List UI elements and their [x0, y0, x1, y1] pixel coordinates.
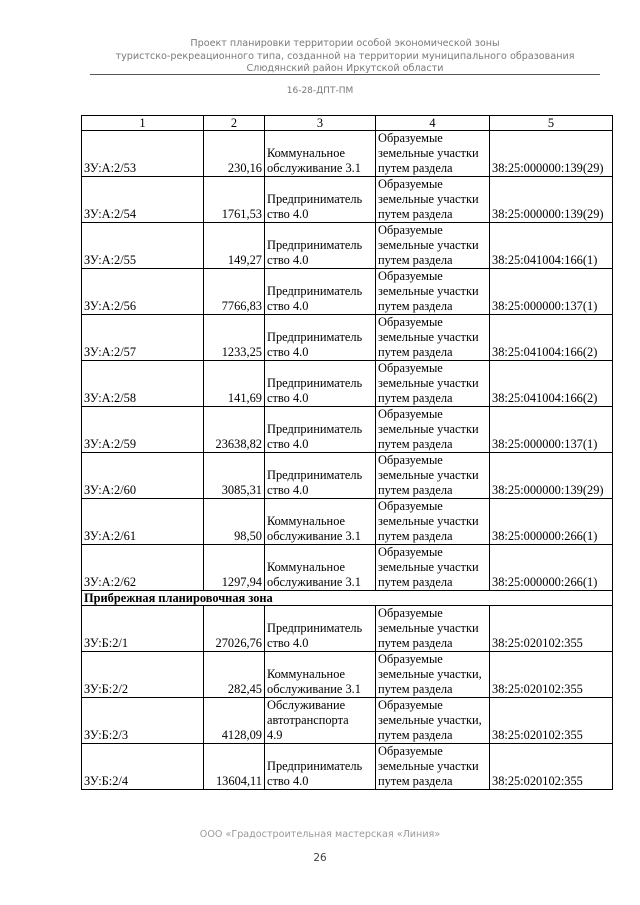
- formation-method-cell-line: путем раздела: [378, 575, 453, 589]
- cadastral-number-cell: 38:25:041004:166(1): [490, 223, 613, 269]
- formation-method-cell-line: земельные участки: [378, 146, 479, 160]
- formation-method-cell-line: Образуемые: [378, 223, 443, 237]
- table-row: [82, 499, 613, 545]
- table-row: [82, 361, 613, 407]
- formation-method-cell-line: земельные участки: [378, 330, 479, 344]
- cadastral-number-cell: 38:25:000000:137(1): [490, 407, 613, 453]
- formation-method-cell-line: путем раздела: [378, 483, 453, 497]
- land-use-cell: [265, 545, 376, 591]
- land-use-cell-line: Коммунальное: [267, 514, 346, 528]
- formation-method-cell: [376, 315, 490, 361]
- formation-method-cell-line: земельные участки: [378, 759, 479, 773]
- area-cell: 141,69: [204, 361, 265, 407]
- table-row: [82, 606, 613, 652]
- header-line-2: туристско-рекреационного типа, созданной на территории муниципального образования: [115, 50, 575, 62]
- land-use-cell-line: Предприниматель: [267, 422, 363, 436]
- running-header: [90, 38, 600, 76]
- cadastral-number-cell: 38:25:020102:355: [490, 744, 613, 790]
- area-cell: 7766,83: [204, 269, 265, 315]
- formation-method-cell-line: путем раздела: [378, 207, 453, 221]
- area-cell: 23638,82: [204, 407, 265, 453]
- area-cell: 1297,94: [204, 545, 265, 591]
- page-number: 26: [313, 852, 327, 864]
- formation-method-cell-line: земельные участки: [378, 422, 479, 436]
- plot-id-cell: ЗУ:А:2/53: [82, 131, 204, 177]
- column-header: 1: [82, 116, 204, 131]
- plot-id-cell: ЗУ:Б:2/4: [82, 744, 204, 790]
- formation-method-cell-line: земельные участки: [378, 468, 479, 482]
- table-row: [82, 698, 613, 744]
- land-use-cell-line: Предприниматель: [267, 759, 363, 773]
- land-use-cell-line: ство 4.0: [267, 253, 309, 267]
- land-use-cell: [265, 131, 376, 177]
- formation-method-cell: [376, 269, 490, 315]
- area-cell: 1233,25: [204, 315, 265, 361]
- formation-method-cell-line: земельные участки: [378, 514, 479, 528]
- formation-method-cell-line: Образуемые: [378, 545, 443, 559]
- header-rule: [90, 74, 600, 75]
- land-use-cell-line: ство 4.0: [267, 437, 309, 451]
- header-line-3: Слюдянский район Иркутской области: [246, 63, 444, 74]
- footer-company: ООО «Градостроительная мастерская «Линия»: [199, 829, 441, 840]
- cadastral-number-cell: 38:25:020102:355: [490, 606, 613, 652]
- plot-id-cell: ЗУ:А:2/58: [82, 361, 204, 407]
- land-use-cell: [265, 269, 376, 315]
- land-use-cell-line: ство 4.0: [267, 774, 309, 788]
- formation-method-cell-line: земельные участки: [378, 284, 479, 298]
- land-use-cell: [265, 223, 376, 269]
- formation-method-cell-line: земельные участки: [378, 238, 479, 252]
- formation-method-cell-line: Образуемые: [378, 269, 443, 283]
- formation-method-cell-line: Образуемые: [378, 361, 443, 375]
- formation-method-cell-line: земельные участки: [378, 621, 479, 635]
- land-use-cell-line: Предприниматель: [267, 330, 363, 344]
- land-use-cell-line: 4.9: [267, 728, 283, 742]
- plot-id-cell: ЗУ:А:2/60: [82, 453, 204, 499]
- land-use-cell-line: Предприниматель: [267, 284, 363, 298]
- table-row: [82, 131, 613, 177]
- formation-method-cell-line: путем раздела: [378, 161, 453, 175]
- land-use-cell-line: ство 4.0: [267, 345, 309, 359]
- land-use-cell: [265, 606, 376, 652]
- formation-method-cell: [376, 223, 490, 269]
- area-cell: 98,50: [204, 499, 265, 545]
- column-number-row: [82, 116, 613, 131]
- formation-method-cell: [376, 499, 490, 545]
- plot-id-cell: ЗУ:Б:2/3: [82, 698, 204, 744]
- formation-method-cell-line: путем раздела: [378, 253, 453, 267]
- land-use-cell-line: ство 4.0: [267, 636, 309, 650]
- cadastral-number-cell: 38:25:000000:137(1): [490, 269, 613, 315]
- formation-method-cell-line: путем раздела: [378, 391, 453, 405]
- formation-method-cell-line: путем раздела: [378, 437, 453, 451]
- formation-method-cell: [376, 177, 490, 223]
- formation-method-cell-line: путем раздела: [378, 299, 453, 313]
- formation-method-cell: [376, 744, 490, 790]
- formation-method-cell: [376, 361, 490, 407]
- land-use-cell-line: Предприниматель: [267, 376, 363, 390]
- formation-method-cell: [376, 545, 490, 591]
- table-row: [82, 269, 613, 315]
- plot-id-cell: ЗУ:А:2/55: [82, 223, 204, 269]
- table-row: [82, 177, 613, 223]
- land-use-cell: [265, 177, 376, 223]
- formation-method-cell-line: Образуемые: [378, 315, 443, 329]
- cadastral-number-cell: 38:25:041004:166(2): [490, 315, 613, 361]
- column-header: 3: [265, 116, 376, 131]
- table-row: [82, 315, 613, 361]
- table-row: [82, 744, 613, 790]
- plot-id-cell: ЗУ:А:2/56: [82, 269, 204, 315]
- table-row: [82, 223, 613, 269]
- table-row: [82, 453, 613, 499]
- land-use-cell-line: Коммунальное: [267, 560, 346, 574]
- cadastral-number-cell: 38:25:000000:139(29): [490, 131, 613, 177]
- formation-method-cell-line: земельные участки,: [378, 713, 482, 727]
- plot-id-cell: ЗУ:Б:2/2: [82, 652, 204, 698]
- land-use-cell-line: автотранспорта: [267, 713, 349, 727]
- section-row: [82, 591, 613, 606]
- formation-method-cell-line: земельные участки: [378, 192, 479, 206]
- plot-id-cell: ЗУ:А:2/62: [82, 545, 204, 591]
- land-use-cell: [265, 744, 376, 790]
- column-header: 5: [490, 116, 613, 131]
- land-plots-table: [81, 115, 613, 790]
- formation-method-cell-line: путем раздела: [378, 728, 453, 742]
- land-use-cell-line: обслуживание 3.1: [267, 529, 361, 543]
- area-cell: 149,27: [204, 223, 265, 269]
- formation-method-cell-line: путем раздела: [378, 682, 453, 696]
- area-cell: 27026,76: [204, 606, 265, 652]
- land-use-cell-line: Обслуживание: [267, 698, 346, 712]
- land-use-cell-line: Коммунальное: [267, 146, 346, 160]
- land-use-cell: [265, 698, 376, 744]
- table-row: [82, 652, 613, 698]
- land-use-cell-line: обслуживание 3.1: [267, 682, 361, 696]
- area-cell: 3085,31: [204, 453, 265, 499]
- formation-method-cell: [376, 652, 490, 698]
- formation-method-cell-line: Образуемые: [378, 499, 443, 513]
- cadastral-number-cell: 38:25:000000:139(29): [490, 453, 613, 499]
- area-cell: 282,45: [204, 652, 265, 698]
- formation-method-cell: [376, 407, 490, 453]
- cadastral-number-cell: 38:25:041004:166(2): [490, 361, 613, 407]
- area-cell: 13604,11: [204, 744, 265, 790]
- document-code: 16-28-ДПТ-ПМ: [286, 86, 354, 96]
- formation-method-cell-line: земельные участки: [378, 560, 479, 574]
- land-use-cell-line: обслуживание 3.1: [267, 575, 361, 589]
- land-use-cell: [265, 407, 376, 453]
- plot-id-cell: ЗУ:А:2/59: [82, 407, 204, 453]
- land-use-cell: [265, 652, 376, 698]
- formation-method-cell-line: путем раздела: [378, 345, 453, 359]
- formation-method-cell-line: Образуемые: [378, 131, 443, 145]
- land-use-cell-line: Предприниматель: [267, 192, 363, 206]
- column-header: 4: [376, 116, 490, 131]
- formation-method-cell-line: Образуемые: [378, 652, 443, 666]
- land-use-cell: [265, 499, 376, 545]
- formation-method-cell-line: путем раздела: [378, 529, 453, 543]
- land-use-cell: [265, 315, 376, 361]
- formation-method-cell-line: Образуемые: [378, 453, 443, 467]
- formation-method-cell: [376, 698, 490, 744]
- land-use-cell-line: ство 4.0: [267, 483, 309, 497]
- area-cell: 4128,09: [204, 698, 265, 744]
- formation-method-cell-line: Образуемые: [378, 407, 443, 421]
- header-line-1: Проект планировки территории особой экономической зоны: [190, 38, 500, 49]
- formation-method-cell-line: Образуемые: [378, 177, 443, 191]
- land-use-cell-line: ство 4.0: [267, 207, 309, 221]
- area-cell: 230,16: [204, 131, 265, 177]
- cadastral-number-cell: 38:25:000000:266(1): [490, 545, 613, 591]
- plot-id-cell: ЗУ:А:2/57: [82, 315, 204, 361]
- column-header: 2: [204, 116, 265, 131]
- plot-id-cell: ЗУ:Б:2/1: [82, 606, 204, 652]
- land-use-cell: [265, 453, 376, 499]
- cadastral-number-cell: 38:25:020102:355: [490, 698, 613, 744]
- land-use-cell-line: ство 4.0: [267, 391, 309, 405]
- table-row: [82, 545, 613, 591]
- plot-id-cell: ЗУ:А:2/61: [82, 499, 204, 545]
- formation-method-cell: [376, 606, 490, 652]
- land-use-cell-line: обслуживание 3.1: [267, 161, 361, 175]
- cadastral-number-cell: 38:25:000000:139(29): [490, 177, 613, 223]
- section-title: Прибрежная планировочная зона: [82, 591, 613, 606]
- formation-method-cell-line: земельные участки: [378, 376, 479, 390]
- area-cell: 1761,53: [204, 177, 265, 223]
- cadastral-number-cell: 38:25:000000:266(1): [490, 499, 613, 545]
- land-use-cell-line: Предприниматель: [267, 468, 363, 482]
- formation-method-cell-line: Образуемые: [378, 698, 443, 712]
- land-use-cell-line: Предприниматель: [267, 238, 363, 252]
- land-use-cell-line: Коммунальное: [267, 667, 346, 681]
- cadastral-number-cell: 38:25:020102:355: [490, 652, 613, 698]
- formation-method-cell-line: Образуемые: [378, 606, 443, 620]
- formation-method-cell-line: земельные участки,: [378, 667, 482, 681]
- formation-method-cell-line: путем раздела: [378, 636, 453, 650]
- land-use-cell: [265, 361, 376, 407]
- formation-method-cell-line: путем раздела: [378, 774, 453, 788]
- land-use-cell-line: Предприниматель: [267, 621, 363, 635]
- table-row: [82, 407, 613, 453]
- land-use-cell-line: ство 4.0: [267, 299, 309, 313]
- formation-method-cell: [376, 453, 490, 499]
- plot-id-cell: ЗУ:А:2/54: [82, 177, 204, 223]
- formation-method-cell: [376, 131, 490, 177]
- formation-method-cell-line: Образуемые: [378, 744, 443, 758]
